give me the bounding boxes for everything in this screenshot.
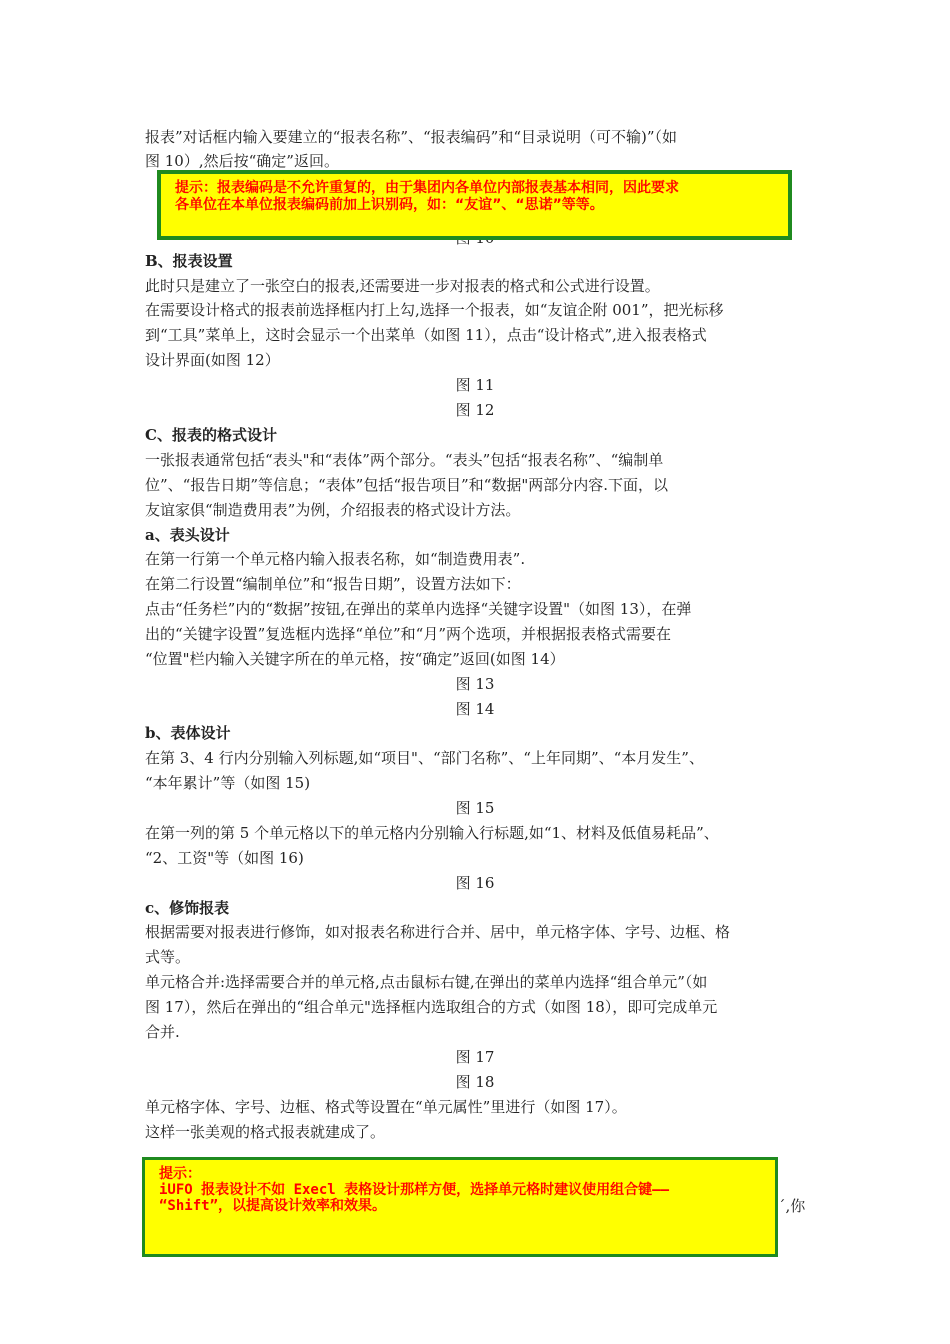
overlapped-text-fragment: ´,你	[778, 1197, 806, 1215]
body-text-line: 设计界面(如图 12）	[145, 351, 280, 369]
tip-text: “Shift”，以提高设计效率和效果。	[159, 1198, 387, 1214]
figure-caption: 图 12	[455, 401, 495, 419]
tip-text: 提示：报表编码是不允许重复的，由于集团内各单位内部报表基本相同，因此要求	[175, 180, 679, 196]
tip-box	[142, 1157, 778, 1257]
body-text-line: 合并.	[145, 1023, 180, 1041]
body-text-line: 单元格合并:选择需要合并的单元格,点击鼠标右键,在弹出的菜单内选择“组合单元”（如	[145, 973, 708, 991]
body-text-line: 这样一张美观的格式报表就建成了。	[145, 1123, 386, 1141]
body-text-line: 到“工具”菜单上，这时会显示一个出菜单（如图 11），点击“设计格式”,进入报表格式	[145, 326, 707, 344]
body-text-line: 式等。	[145, 948, 191, 966]
body-text-line: 图 10）,然后按“确定”返回。	[145, 152, 339, 170]
body-text-line: 点击“任务栏”内的“数据”按钮,在弹出的菜单内选择“关键字设置"（如图 13），在弹	[145, 600, 692, 618]
body-text-line: 在第一列的第 5 个单元格以下的单元格内分别输入行标题,如“1、材料及低值易耗品”、	[145, 824, 719, 842]
body-text-line: “2、工资"等（如图 16)	[145, 849, 304, 867]
section-heading: c、修饰报表	[145, 899, 230, 917]
body-text-line: “本年累计”等（如图 15)	[145, 774, 311, 792]
tip-box	[157, 170, 792, 240]
tip-text: 提示：	[159, 1166, 201, 1182]
tip-text: 各单位在本单位报表编码前加上识别码，如：“友谊”、“思诺”等等。	[175, 197, 604, 213]
section-heading: C、报表的格式设计	[145, 426, 277, 444]
body-text-line: 位”、“报告日期”等信息；“表体”包括“报告项目”和“数据"两部分内容.下面，以	[145, 476, 669, 494]
body-text-line: 在第二行设置“编制单位”和“报告日期”，设置方法如下：	[145, 575, 521, 593]
body-text-line: 友谊家俱“制造费用表”为例，介绍报表的格式设计方法。	[145, 501, 521, 519]
figure-caption: 图 11	[455, 376, 495, 394]
body-text-line: 在需要设计格式的报表前选择框内打上勾,选择一个报表，如“友谊企附 001”，把光标移	[145, 301, 724, 319]
section-heading: B、报表设置	[145, 252, 233, 270]
body-text-line: 在第 3、4 行内分别输入列标题,如“项目"、“部门名称”、“上年同期”、“本月发生”、	[145, 749, 704, 767]
figure-caption: 图 13	[455, 675, 495, 693]
tip-text: iUFO 报表设计不如 Execl 表格设计那样方便，选择单元格时建议使用组合键——	[159, 1182, 670, 1198]
figure-caption: 图 15	[455, 799, 495, 817]
figure-caption: 图 14	[455, 700, 495, 718]
body-text-line: 此时只是建立了一张空白的报表,还需要进一步对报表的格式和公式进行设置。	[145, 277, 660, 295]
figure-caption: 图 18	[455, 1073, 495, 1091]
figure-caption: 图 17	[455, 1048, 495, 1066]
body-text-line: 一张报表通常包括“表头"和“表体”两个部分。“表头”包括“报表名称”、“编制单	[145, 451, 664, 469]
body-text-line: 出的“关键字设置”复选框内选择“单位”和“月”两个选项，并根据报表格式需要在	[145, 625, 672, 643]
body-text-line: 根据需要对报表进行修饰，如对报表名称进行合并、居中，单元格字体、字号、边框、格	[145, 923, 731, 941]
body-text-line: 在第一行第一个单元格内输入报表名称，如“制造费用表”.	[145, 550, 526, 568]
body-text-line: 单元格字体、字号、边框、格式等设置在“单元属性”里进行（如图 17）。	[145, 1098, 627, 1116]
section-heading: b、表体设计	[145, 724, 231, 742]
section-heading: a、表头设计	[145, 526, 230, 544]
body-text-line: 报表”对话框内输入要建立的“报表名称”、“报表编码”和“目录说明（可不输)”（如	[145, 128, 678, 146]
body-text-line: “位置"栏内输入关键字所在的单元格，按“确定”返回(如图 14）	[145, 650, 565, 668]
body-text-line: 图 17），然后在弹出的“组合单元"选择框内选取组合的方式（如图 18），即可完成单元	[145, 998, 718, 1016]
figure-caption: 图 16	[455, 874, 495, 892]
